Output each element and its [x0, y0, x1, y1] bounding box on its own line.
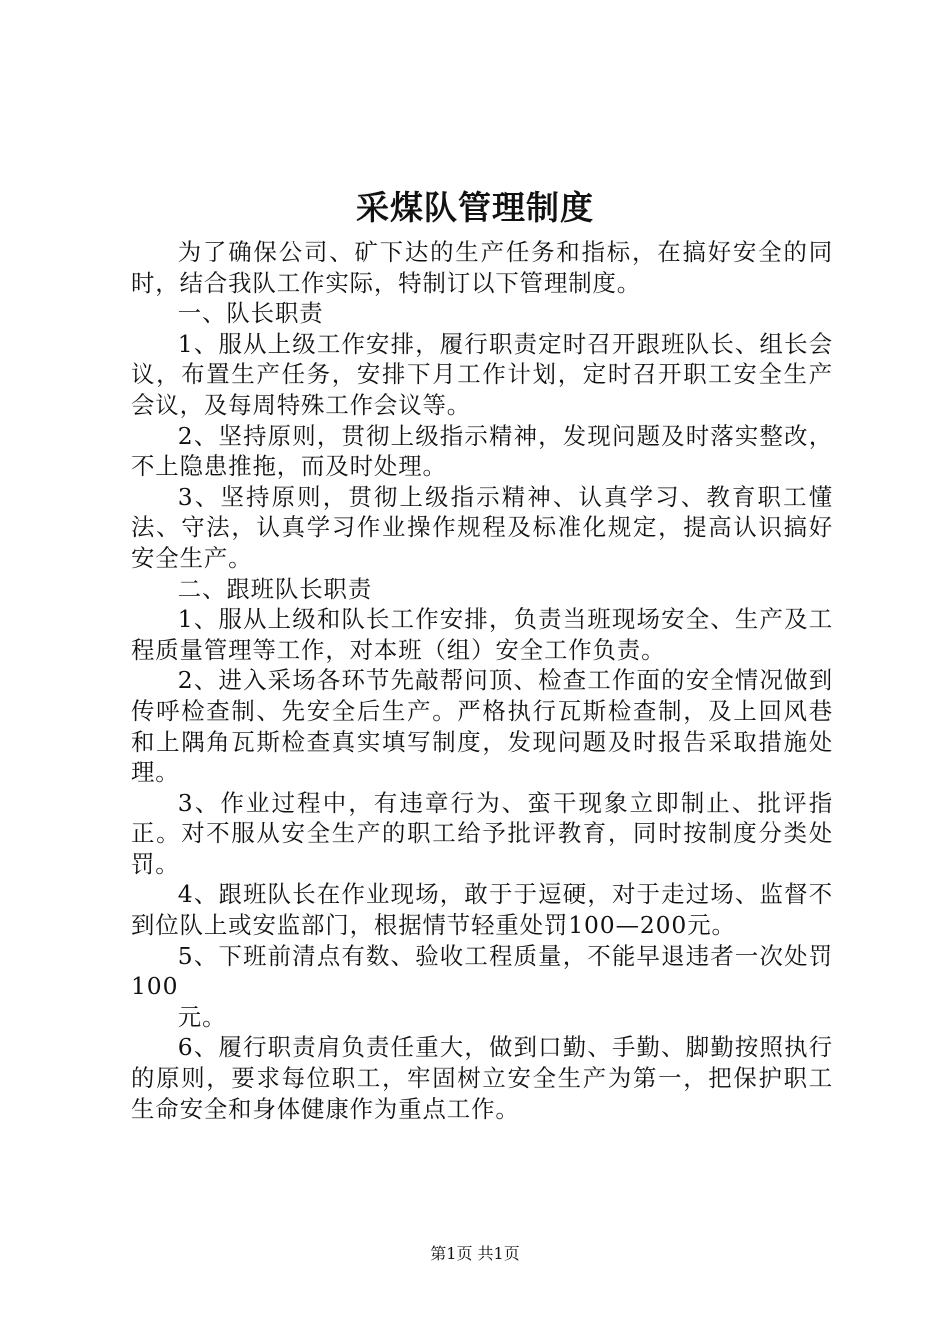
- shift-item-1: 1、服从上级和队长工作安排，负责当班现场安全、生产及工程质量管理等工作，对本班（组）安全工作负责。: [131, 605, 833, 664]
- shift-item-4: 4、跟班队长在作业现场，敢于于逗硬，对于走过场、监督不到位队上或安监部门，根据情节轻重处罚100—200元。: [131, 880, 833, 940]
- page-footer: 第1页 共1页: [430, 1244, 520, 1263]
- shift-item-3: 3、作业过程中，有违章行为、蛮干现象立即制止、批评指正。对不服从安全生产的职工给予批评教育，同时按制度分类处罚。: [131, 788, 833, 878]
- section-heading-shift-captain: 二、跟班队长职责: [177, 574, 373, 603]
- intro-paragraph: 为了确保公司、矿下达的生产任务和指标，在搞好安全的同时，结合我队工作实际，特制订以下管理制度。: [131, 238, 833, 297]
- document-title: 采煤队管理制度: [356, 188, 594, 227]
- shift-item-6: 6、履行职责肩负责任重大，做到口勤、手勤、脚勤按照执行的原则，要求每位职工，牢固树立安全生产为第一，把保护职工生命安全和身体健康作为重点工作。: [131, 1033, 833, 1123]
- captain-item-1: 1、服从上级工作安排，履行职责定时召开跟班队长、组长会议，布置生产任务，安排下月工作计划，定时召开职工安全生产会议，及每周特殊工作会议等。: [131, 329, 833, 419]
- shift-item-5-continuation: 元。: [177, 1002, 227, 1031]
- document-body: [131, 237, 833, 1124]
- shift-item-5: 5、下班前清点有数、验收工程质量，不能早退违者一次处罚100: [131, 941, 833, 1001]
- shift-item-2: 2、进入采场各环节先敲帮问顶、检查工作面的安全情况做到传呼检查制、先安全后生产。严格执行瓦斯检查制，及上回风巷和上隅角瓦斯检查真实填写制度，发现问题及时报告采取措施处理。: [131, 666, 833, 787]
- section-heading-captain: 一、队长职责: [177, 299, 324, 328]
- captain-item-2: 2、坚持原则，贯彻上级指示精神，发现问题及时落实整改，不上隐患推拖，而及时处理。: [131, 421, 833, 481]
- captain-item-3: 3、坚持原则，贯彻上级指示精神、认真学习、教育职工懂法、守法，认真学习作业操作规程及标准化规定，提高认识搞好安全生产。: [131, 482, 833, 572]
